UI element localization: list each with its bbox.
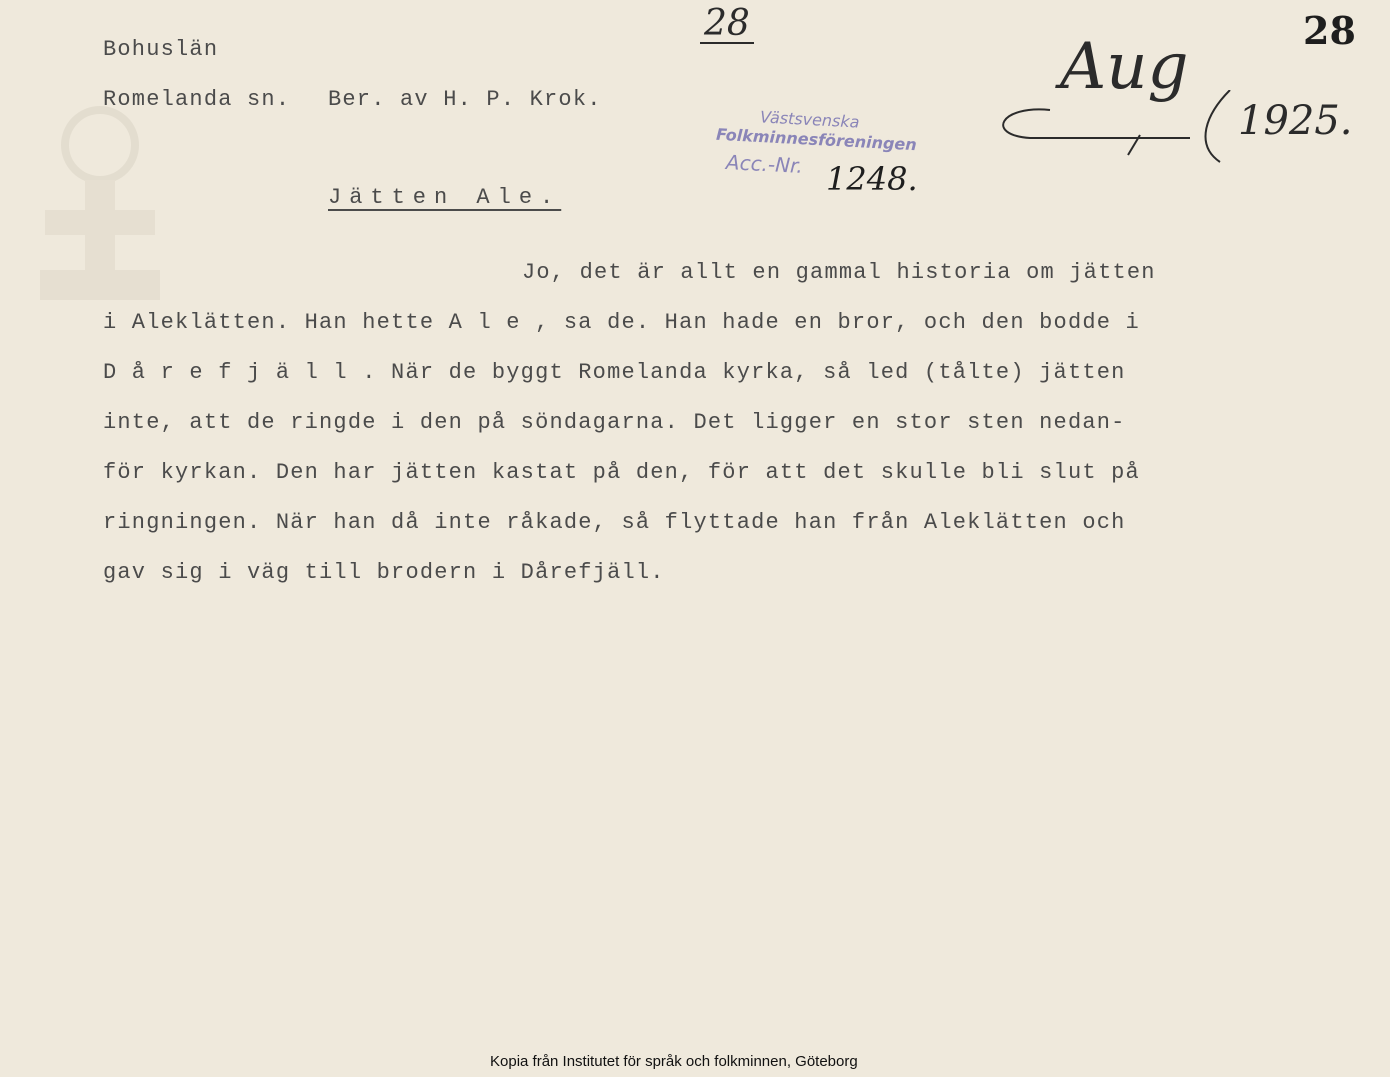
parish-label: Romelanda sn.: [103, 87, 291, 112]
handwritten-flourish-icon: [990, 90, 1250, 170]
body-line-7: gav sig i väg till brodern i Dårefjäll.: [103, 560, 665, 585]
footer-credit: Kopia från Institutet för språk och folkminnen, Göteborg: [490, 1053, 858, 1070]
accession-number: 1248.: [826, 160, 918, 198]
region-label: Bohuslän: [103, 37, 219, 62]
handwritten-number: 28: [700, 6, 754, 44]
body-line-5: för kyrkan. Den har jätten kastat på den, för att det skulle bli slut på: [103, 460, 1140, 485]
body-line-4: inte, att de ringde i den på söndagarna. Det ligger en stor sten nedan-: [103, 410, 1126, 435]
body-line-2: i Aleklätten. Han hette A l e , sa de. Han hade en bror, och den bodde i: [103, 310, 1140, 335]
stamp-line-1: Västsvenska: [759, 107, 860, 132]
body-line-6: ringningen. När han då inte råkade, så flyttade han från Aleklätten och: [103, 510, 1126, 535]
stamp-line-2: Folkminnesföreningen: [715, 124, 918, 155]
handwritten-month: Aug: [1060, 30, 1189, 104]
watermark-emblem-icon: [30, 100, 170, 320]
story-title: Jätten Ale.: [328, 185, 562, 210]
stamp-line-3: Acc.-Nr.: [725, 150, 804, 178]
page-number: 28: [1303, 8, 1356, 53]
body-line-3: D å r e f j ä l l . När de byggt Romelanda kyrka, så led (tålte) jätten: [103, 360, 1126, 385]
handwritten-year: 1925.: [1238, 98, 1353, 144]
body-line-1: Jo, det är allt en gammal historia om jätten: [522, 260, 1156, 285]
informant-label: Ber. av H. P. Krok.: [328, 87, 602, 112]
